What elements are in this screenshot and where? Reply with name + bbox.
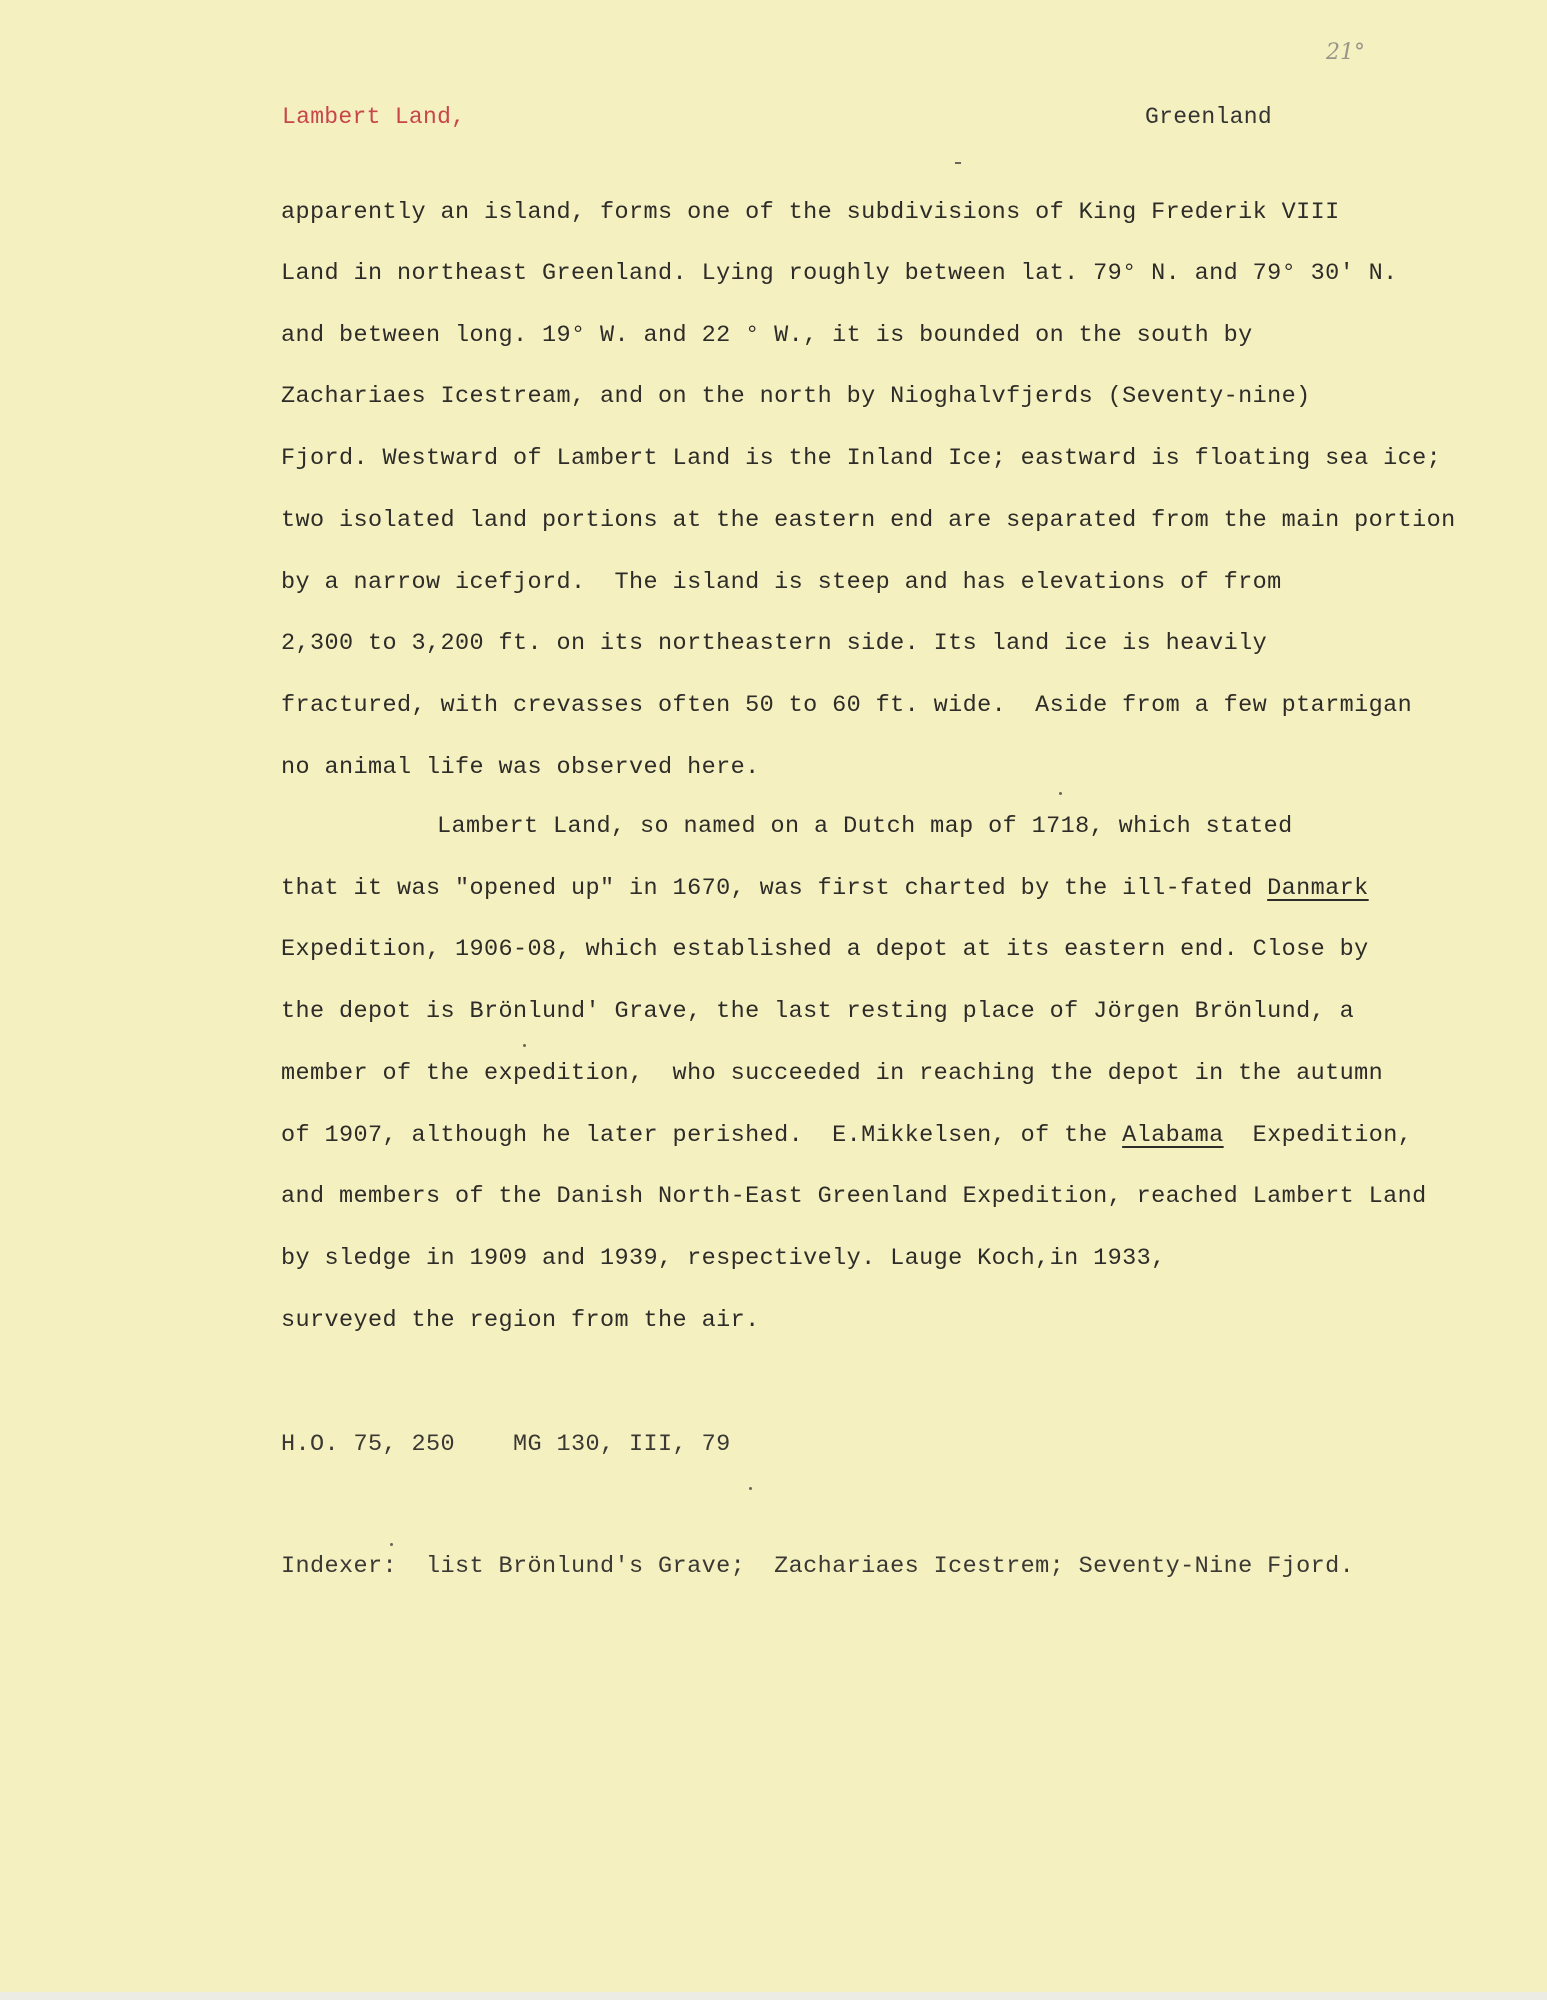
body-text: that it was "opened up" in 1670, was first charted by the ill-fated bbox=[281, 875, 1268, 902]
body-line: no animal life was observed here. bbox=[281, 754, 760, 781]
ink-speck bbox=[749, 1487, 752, 1490]
body-line: by a narrow icefjord. The island is steep and has elevations of from bbox=[281, 569, 1282, 596]
body-line bbox=[281, 1124, 1412, 1148]
body-line: apparently an island, forms one of the subdivisions of King Frederik VIII bbox=[281, 199, 1340, 226]
source-references: H.O. 75, 250 MG 130, III, 79 bbox=[281, 1431, 731, 1458]
underlined-ship-name: Alabama bbox=[1122, 1122, 1224, 1149]
body-line: Lambert Land, so named on a Dutch map of 1718, which stated bbox=[437, 813, 1293, 840]
underlined-ship-name: Danmark bbox=[1267, 875, 1369, 902]
body-line: surveyed the region from the air. bbox=[281, 1307, 760, 1334]
header-place-name: Lambert Land, bbox=[282, 104, 466, 130]
ink-speck bbox=[955, 162, 961, 164]
body-line: Fjord. Westward of Lambert Land is the Inland Ice; eastward is floating sea ice; bbox=[281, 445, 1442, 472]
body-line: Expedition, 1906-08, which established a depot at its eastern end. Close by bbox=[281, 936, 1369, 963]
body-line bbox=[281, 877, 1369, 901]
handwritten-folio-number: 21° bbox=[1326, 40, 1365, 65]
body-line: by sledge in 1909 and 1939, respectively. Lauge Koch,in 1933, bbox=[281, 1245, 1166, 1272]
body-text: Expedition, bbox=[1223, 1122, 1413, 1149]
body-line: and between long. 19° W. and 22 ° W., it is bounded on the south by bbox=[281, 322, 1253, 349]
body-line: Land in northeast Greenland. Lying roughly between lat. 79° N. and 79° 30' N. bbox=[281, 260, 1398, 287]
ink-speck bbox=[390, 1543, 393, 1546]
scan-bottom-edge bbox=[0, 1992, 1547, 2000]
body-line: two isolated land portions at the eastern end are separated from the main portion bbox=[281, 507, 1456, 534]
body-text: of 1907, although he later perished. E.Mikkelsen, of the bbox=[281, 1122, 1123, 1149]
header-region: Greenland bbox=[1145, 104, 1272, 130]
indexer-note: Indexer: list Brönlund's Grave; Zachariaes Icestrem; Seventy-Nine Fjord. bbox=[281, 1553, 1355, 1580]
ink-speck bbox=[1059, 792, 1062, 795]
body-line: the depot is Brönlund' Grave, the last resting place of Jörgen Brönlund, a bbox=[281, 998, 1355, 1025]
body-line: member of the expedition, who succeeded in reaching the depot in the autumn bbox=[281, 1060, 1384, 1087]
ink-speck bbox=[523, 1044, 526, 1047]
body-line: Zachariaes Icestream, and on the north by Nioghalvfjerds (Seventy-nine) bbox=[281, 383, 1311, 410]
body-line: and members of the Danish North-East Greenland Expedition, reached Lambert Land bbox=[281, 1183, 1427, 1210]
body-line: fractured, with crevasses often 50 to 60 ft. wide. Aside from a few ptarmigan bbox=[281, 692, 1413, 719]
body-line: 2,300 to 3,200 ft. on its northeastern side. Its land ice is heavily bbox=[281, 630, 1268, 657]
